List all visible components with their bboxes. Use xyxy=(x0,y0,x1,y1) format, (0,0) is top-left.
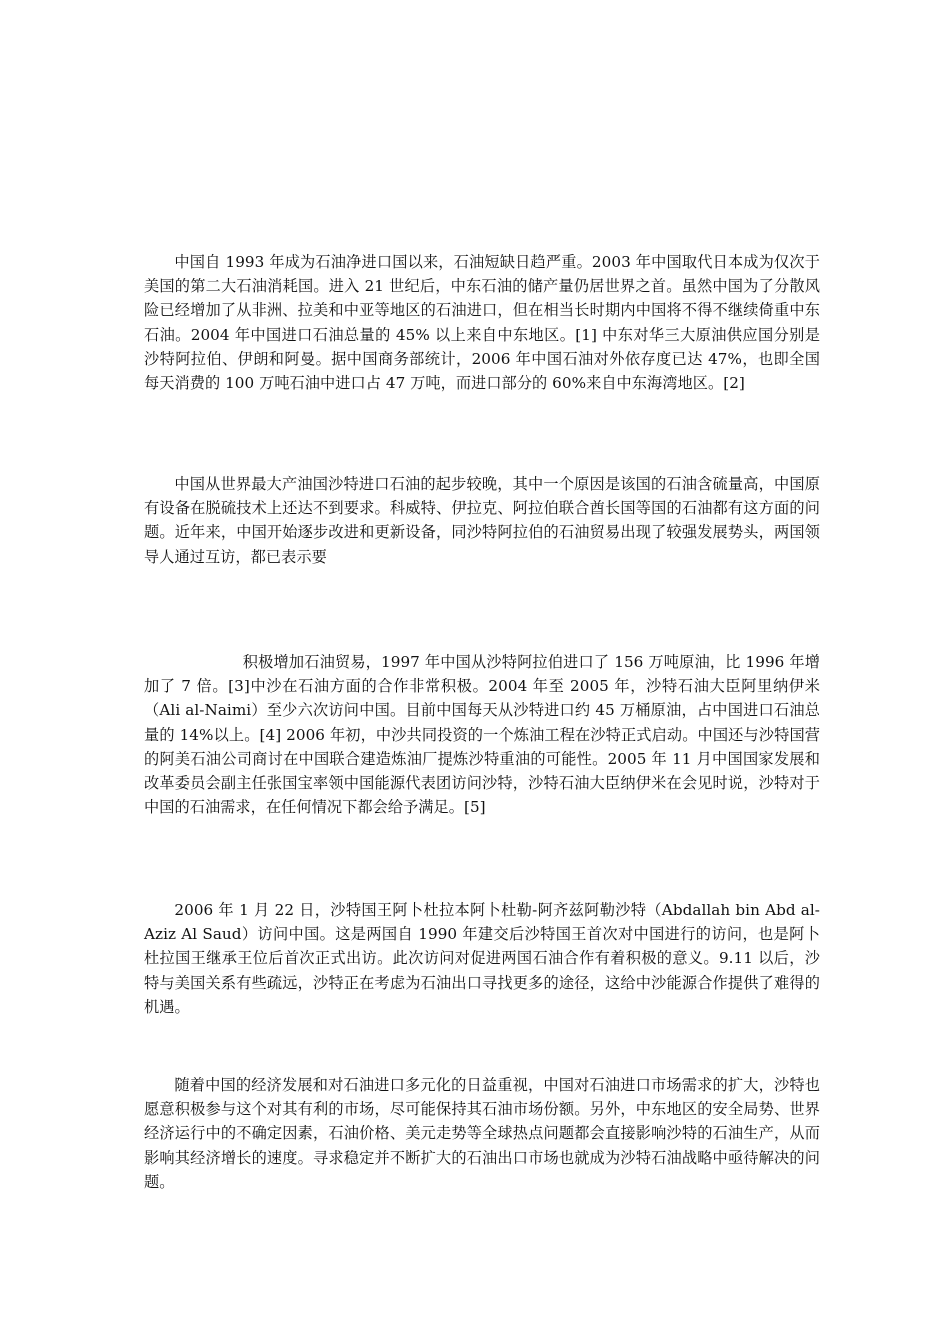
paragraph-oil-imports: 中国自 1993 年成为石油净进口国以来，石油短缺日趋严重。2003 年中国取代日本成为仅次于美国的第二大石油消耗国。进入 21 世纪后，中东石油的储产量仍居世界之首。虽然中国为了分散风险已经增加了从非洲、拉美和中亚等地区的石油进口，但在相当长时期内中国将不得不继续倚重中东石油。2004 年中国进口石油总量的 45% 以上来自中东地区。[1] 中东对华三大原油供应国分别是沙特阿拉伯、伊朗和阿曼。据中国商务部统计，2006 年中国石油对外依存度已达 47%，也即全国每天消费的 100 万吨石油中进口占 47 万吨，而进口部分的 60%来自中东海湾地区。[2] xyxy=(144,253,820,393)
paragraph-trade-growth: 积极增加石油贸易，1997 年中国从沙特阿拉伯进口了 156 万吨原油，比 1996 年增加了 7 倍。[3]中沙在石油方面的合作非常积极。2004 年至 2005 年，沙特石油大臣阿里纳伊米（Ali al-Naimi）至少六次访问中国。目前中国每天从沙特进口约 45 万桶原油，占中国进口石油总量的 14%以上。[4] 2006 年初，中沙共同投资的一个炼油工程在沙特正式启动。中国还与沙特国营的阿美石油公司商讨在中国联合建造炼油厂提炼沙特重油的可能性。2005 年 11 月中国国家发展和改革委员会副主任张国宝率领中国能源代表团访问沙特，沙特石油大臣纳伊米在会见时说，沙特对于中国的石油需求，在任何情况下都会给予满足。[5] xyxy=(144,653,820,817)
paragraph-saudi-start: 中国从世界最大产油国沙特进口石油的起步较晚，其中一个原因是该国的石油含硫量高，中国原有设备在脱硫技术上还达不到要求。科威特、伊拉克、阿拉伯联合酋长国等国的石油都有这方面的问题。近年来，中国开始逐步改进和更新设备，同沙特阿拉伯的石油贸易出现了较强发展势头，两国领导人通过互访，都已表示要 xyxy=(144,475,820,566)
paragraph-market-demand: 随着中国的经济发展和对石油进口多元化的日益重视，中国对石油进口市场需求的扩大，沙特也愿意积极参与这个对其有利的市场，尽可能保持其石油市场份额。另外，中东地区的安全局势、世界经济运行中的不确定因素，石油价格、美元走势等全球热点问题都会直接影响沙特的石油生产，从而影响其经济增长的速度。寻求稳定并不断扩大的石油出口市场也就成为沙特石油战略中亟待解决的问题。 xyxy=(144,1076,820,1191)
paragraph-king-visit: 2006 年 1 月 22 日，沙特国王阿卜杜拉本阿卜杜勒-阿齐兹阿勒沙特（Abdallah bin Abd al-Aziz Al Saud）访问中国。这是两国自 1990 年建交后沙特国王首次对中国进行的访问，也是阿卜杜拉国王继承王位后首次正式出访。此次访问对促进两国石油合作有着积极的意义。9.11 以后，沙特与美国关系有些疏远，沙特正在考虑为石油出口寻找更多的途径，这给中沙能源合作提供了难得的机遇。 xyxy=(144,901,820,1016)
